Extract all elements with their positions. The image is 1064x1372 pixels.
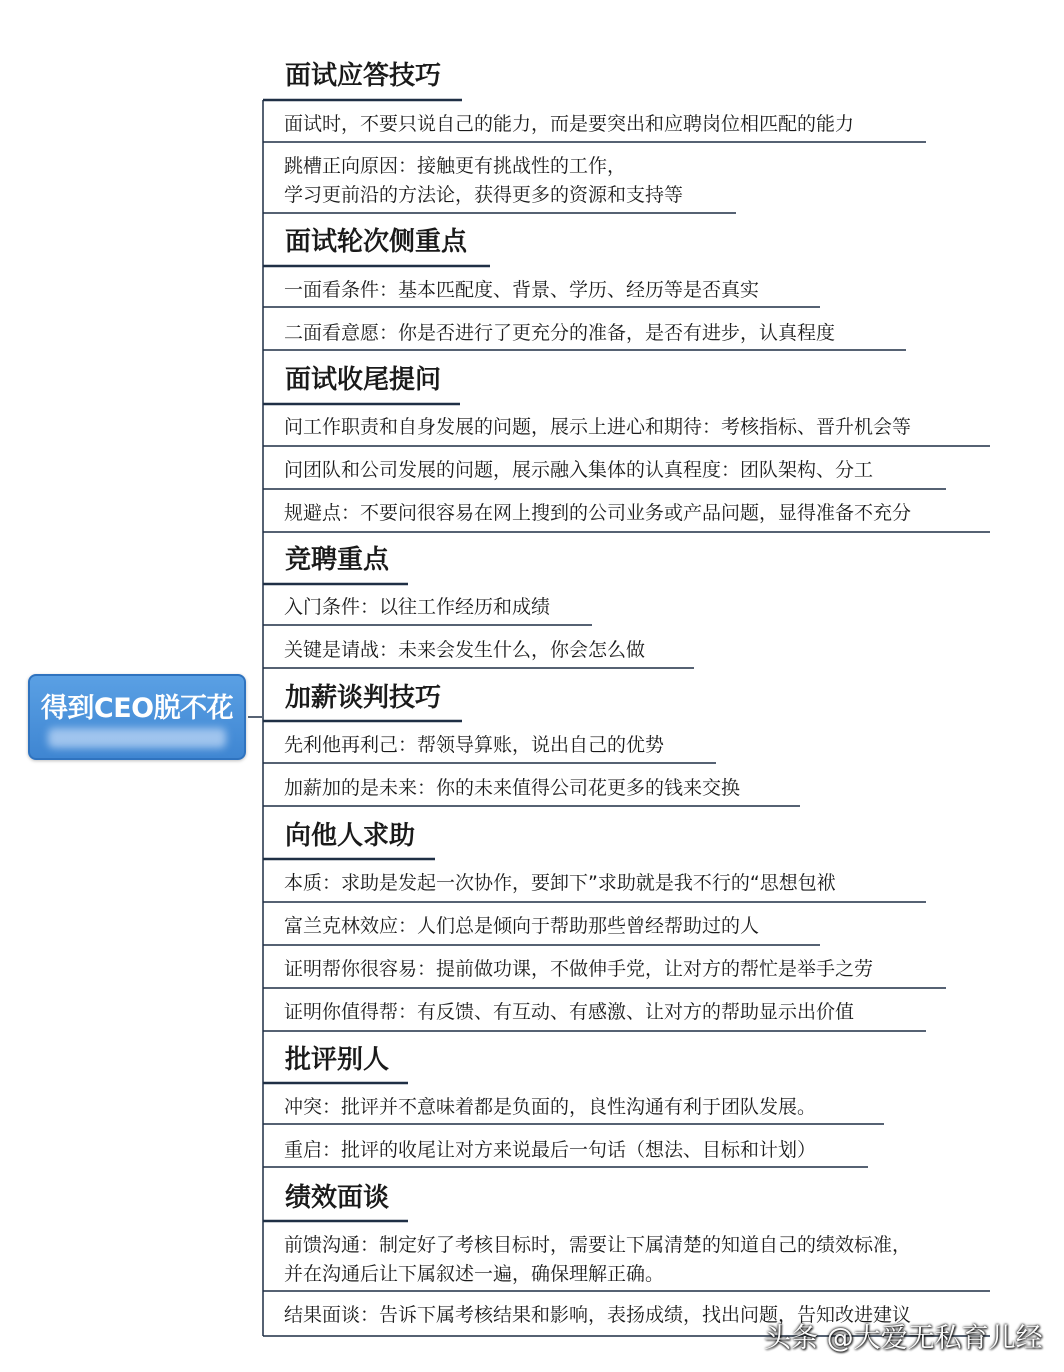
branch-performance-review[interactable]: 绩效面谈	[285, 1183, 390, 1213]
branch-item[interactable]	[284, 276, 759, 305]
item-text: 前馈沟通：制定好了考核目标时，需要让下属清楚的知道自己的绩效标准，	[284, 1234, 912, 1256]
branch-item[interactable]	[284, 1231, 911, 1289]
branch-interview-closing-questions[interactable]: 面试收尾提问	[285, 365, 442, 395]
item-text: 面试时，不要只说自己的能力，而是要突出和应聘岗位相匹配的能力	[284, 113, 855, 135]
branch-item[interactable]	[284, 731, 664, 760]
branch-asking-for-help[interactable]: 向他人求助	[285, 821, 416, 851]
item-text: 二面看意愿：你是否进行了更充分的准备，是否有进步，认真程度	[284, 322, 836, 344]
item-text: 规避点：不要问很容易在网上搜到的公司业务或产品问题，显得准备不充分	[284, 502, 912, 524]
branch-item[interactable]	[284, 456, 873, 485]
item-text-line2: 学习更前沿的方法论，获得更多的资源和支持等	[284, 184, 684, 206]
branch-item[interactable]	[284, 636, 645, 665]
item-text: 证明帮你很容易：提前做功课，不做伸手党，让对方的帮忙是举手之劳	[284, 958, 874, 980]
branch-raise-negotiation[interactable]: 加薪谈判技巧	[285, 683, 442, 713]
branch-item[interactable]	[284, 998, 854, 1027]
item-text: 先利他再利己：帮领导算账，说出自己的优势	[284, 734, 665, 756]
branch-item[interactable]	[284, 955, 873, 984]
item-text: 结果面谈：告诉下属考核结果和影响，表扬成绩，找出问题，告知改进建议	[284, 1304, 912, 1326]
item-text: 重启：批评的收尾让对方来说最后一句话（想法、目标和计划）	[284, 1139, 817, 1161]
item-text: 冲突：批评并不意味着都是负面的，良性沟通有利于团队发展。	[284, 1096, 817, 1118]
branch-item[interactable]	[284, 319, 835, 348]
branch-item[interactable]	[284, 1136, 816, 1165]
branch-competition-focus[interactable]: 竞聘重点	[285, 545, 390, 575]
item-text: 跳槽正向原因：接触更有挑战性的工作，	[284, 155, 627, 177]
branch-item[interactable]	[284, 152, 683, 210]
item-text: 富兰克林效应：人们总是倾向于帮助那些曾经帮助过的人	[284, 915, 760, 937]
item-text: 问工作职责和自身发展的问题，展示上进心和期待：考核指标、晋升机会等	[284, 416, 912, 438]
item-text: 关键是请战：未来会发生什么，你会怎么做	[284, 639, 646, 661]
item-text: 问团队和公司发展的问题，展示融入集体的认真程度：团队架构、分工	[284, 459, 874, 481]
item-text-line2: 并在沟通后让下属叙述一遍，确保理解正确。	[284, 1263, 665, 1285]
branch-item[interactable]	[284, 1093, 816, 1122]
item-text: 加薪加的是未来：你的未来值得公司花更多的钱来交换	[284, 777, 741, 799]
branch-item[interactable]	[284, 593, 550, 622]
branch-item[interactable]	[284, 110, 854, 139]
branch-item[interactable]	[284, 869, 836, 898]
branch-criticizing-others[interactable]: 批评别人	[285, 1045, 390, 1075]
branch-item[interactable]	[284, 912, 759, 941]
branch-item[interactable]	[284, 774, 740, 803]
blurred-subtitle	[48, 728, 226, 748]
item-text: 本质：求助是发起一次协作，要卸下”求助就是我不行的“思想包袱	[284, 872, 836, 894]
watermark: 头条 @大爱无私育儿经	[764, 1323, 1043, 1354]
branch-interview-answer-skills[interactable]: 面试应答技巧	[285, 61, 442, 91]
branch-interview-rounds-focus[interactable]: 面试轮次侧重点	[285, 227, 468, 257]
item-text: 证明你值得帮：有反馈、有互动、有感激、让对方的帮助显示出价值	[284, 1001, 855, 1023]
item-text: 一面看条件：基本匹配度、背景、学历、经历等是否真实	[284, 279, 760, 301]
root-node[interactable]	[28, 674, 246, 760]
branch-item[interactable]	[284, 499, 911, 528]
item-text: 入门条件：以往工作经历和成绩	[284, 596, 551, 618]
branch-item[interactable]	[284, 413, 911, 442]
root-title: 得到CEO脱不花	[40, 693, 234, 724]
